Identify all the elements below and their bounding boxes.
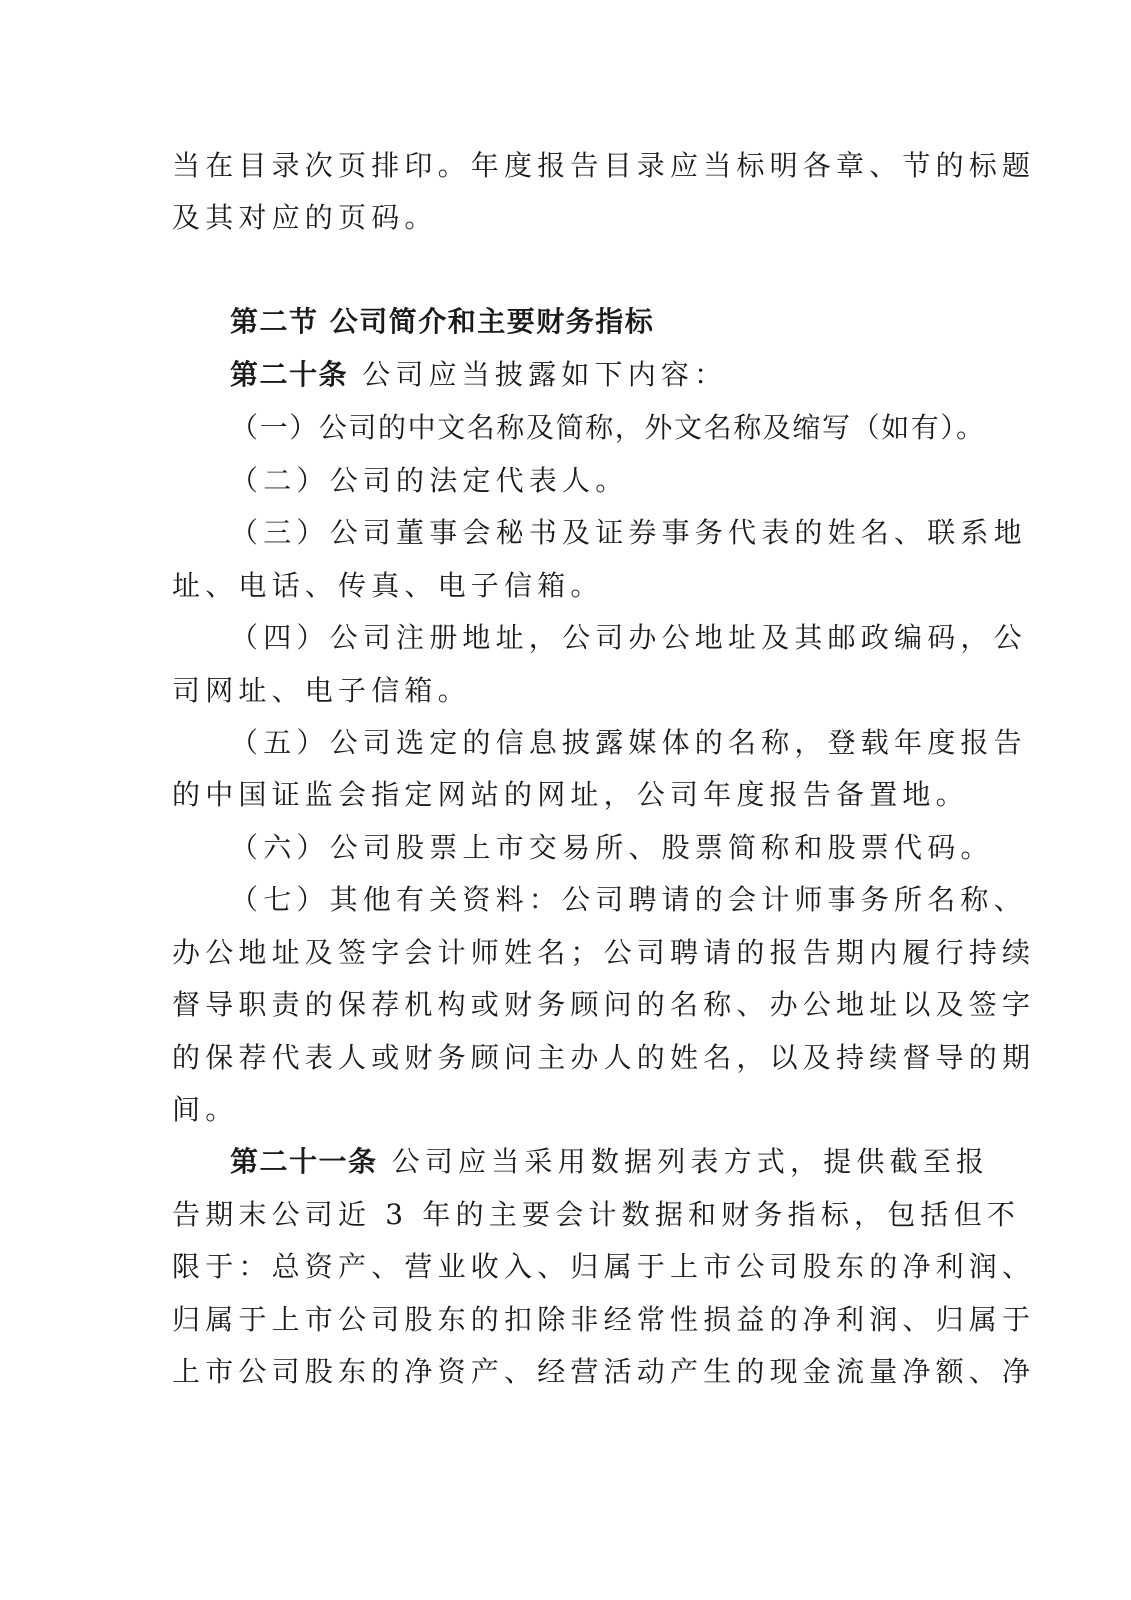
- article-20: [230, 355, 942, 395]
- article-21-line-3: 限于：总资产、营业收入、归属于上市公司股东的净利润、: [172, 1250, 1036, 1283]
- item-5-line-1: （五）公司选定的信息披露媒体的名称，登载年度报告: [230, 726, 1027, 759]
- article-21-label: 第二十一条: [230, 1145, 378, 1178]
- item-7-line-1: （七）其他有关资料：公司聘请的会计师事务所名称、: [230, 883, 1027, 916]
- item-6: （六）公司股票上市交易所、股票简称和股票代码。: [230, 831, 994, 864]
- article-21: [230, 1142, 990, 1182]
- article-20-label: 第二十条: [230, 358, 349, 391]
- item-7-line-5: 间。: [172, 1093, 239, 1126]
- article-20-text: 公司应当披露如下内容：: [348, 358, 728, 391]
- section-heading: 第二节 公司简介和主要财务指标: [230, 305, 655, 338]
- item-4-line-1: （四）公司注册地址，公司办公地址及其邮政编码，公: [230, 621, 1027, 654]
- item-1: （一）公司的中文名称及简称，外文名称及缩写（如有）。: [230, 411, 986, 444]
- item-5-line-2: 的中国证监会指定网站的网址，公司年度报告备置地。: [172, 778, 969, 811]
- item-7-line-4: 的保荐代表人或财务顾问主办人的姓名，以及持续督导的期: [172, 1041, 1036, 1074]
- paragraph-line: 及其对应的页码。: [172, 201, 438, 234]
- article-21-line-2: 告期末公司近 3 年的主要会计数据和财务指标，包括但不: [172, 1198, 1021, 1231]
- item-7-line-3: 督导职责的保荐机构或财务顾问的名称、办公地址以及签字: [172, 988, 1036, 1021]
- item-3-line-2: 址、电话、传真、电子信箱。: [172, 569, 604, 602]
- item-3-line-1: （三）公司董事会秘书及证券事务代表的姓名、联系地: [230, 516, 1027, 549]
- item-7-line-2: 办公地址及签字会计师姓名；公司聘请的报告期内履行持续: [172, 936, 1036, 969]
- paragraph-line: 当在目录次页排印。年度报告目录应当标明各章、节的标题: [172, 149, 1036, 182]
- article-21-line-4: 归属于上市公司股东的扣除非经常性损益的净利润、归属于: [172, 1303, 1036, 1336]
- article-21-line-5: 上市公司股东的净资产、经营活动产生的现金流量净额、净: [172, 1355, 1036, 1388]
- article-21-text: 公司应当采用数据列表方式，提供截至报: [377, 1145, 990, 1178]
- item-4-line-2: 司网址、电子信箱。: [172, 674, 471, 707]
- item-2: （二）公司的法定代表人。: [230, 464, 629, 497]
